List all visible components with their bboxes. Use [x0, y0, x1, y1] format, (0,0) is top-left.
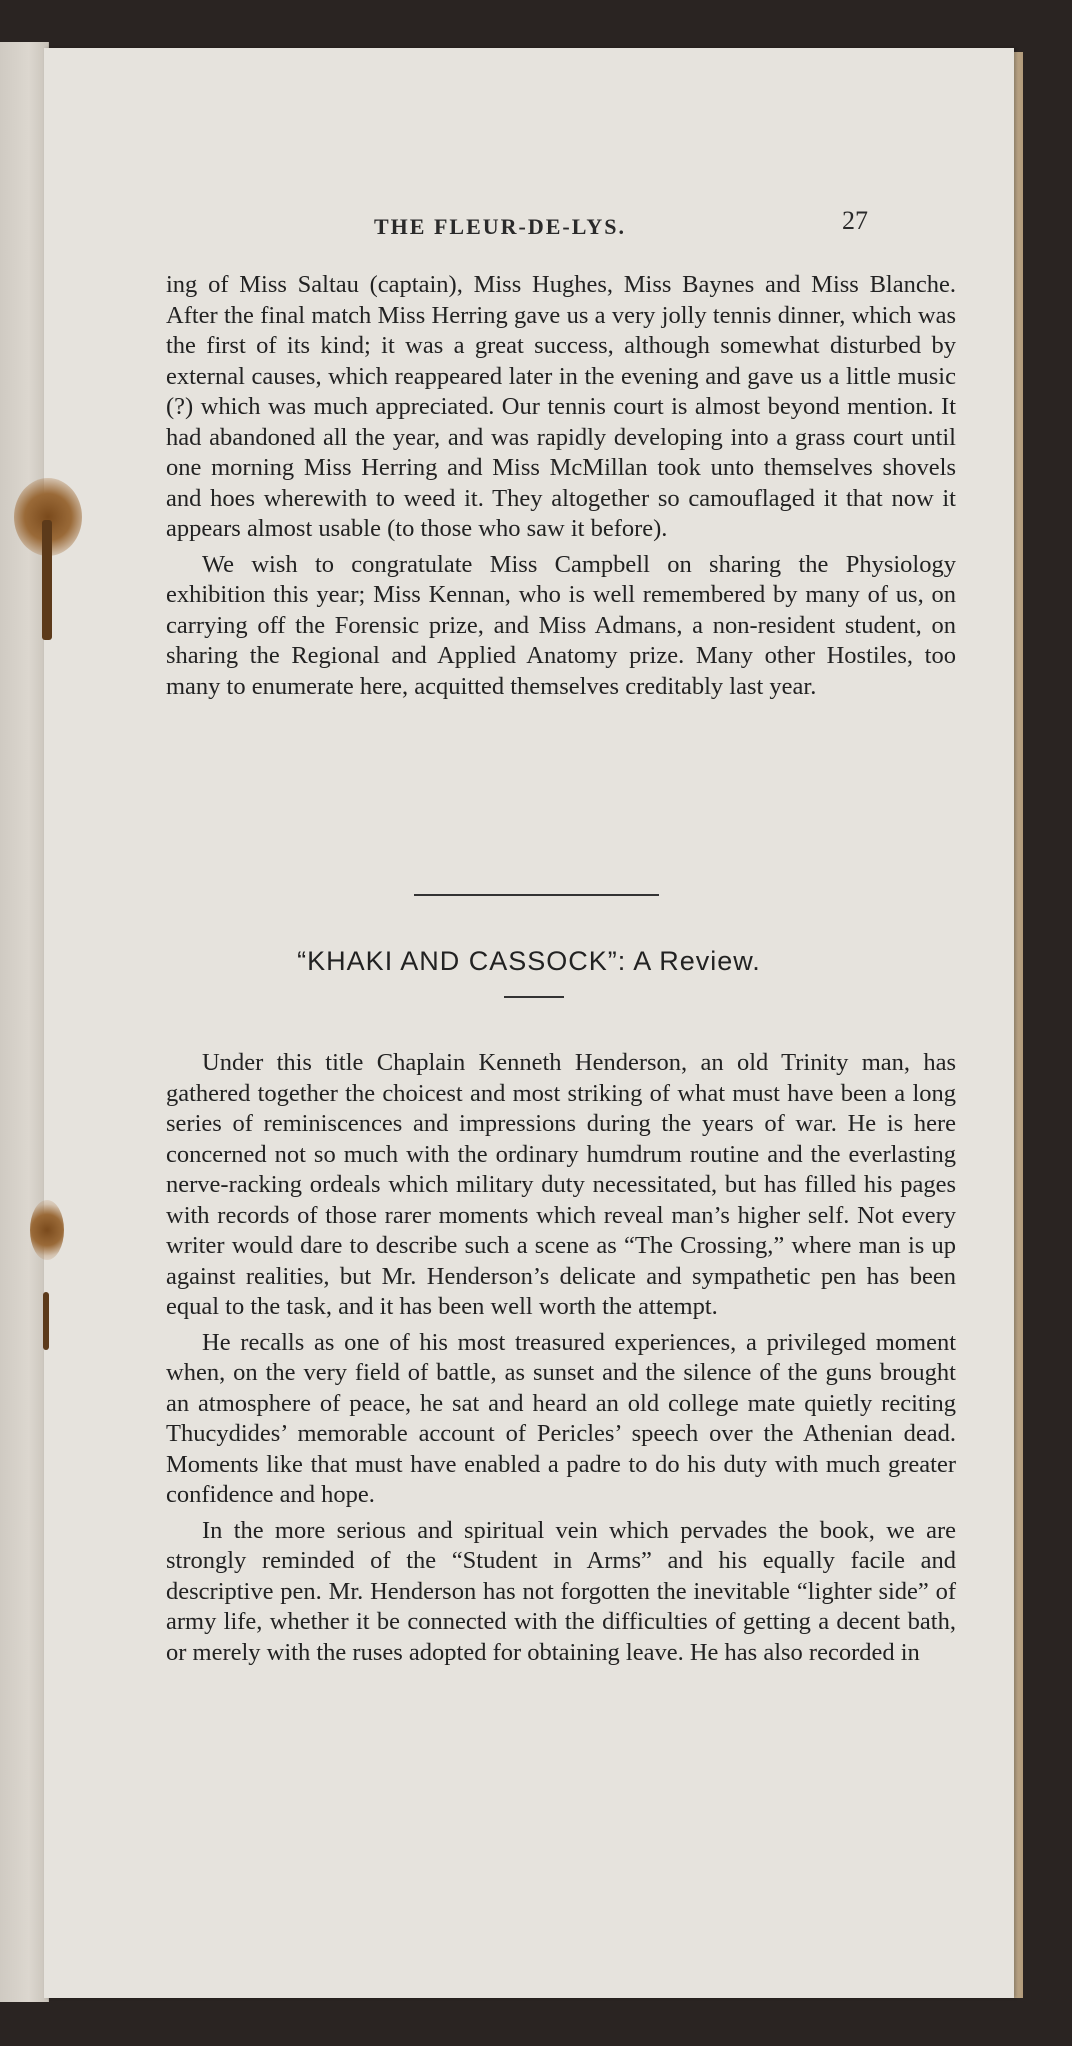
facing-page-edge	[0, 42, 49, 2002]
hostel-notes-section	[166, 270, 956, 707]
stain-mark	[43, 1292, 49, 1350]
review-body	[166, 1048, 956, 1673]
section-divider	[414, 894, 659, 896]
running-head: THE FLEUR-DE-LYS.	[374, 214, 627, 239]
title-underline	[504, 996, 564, 998]
page-header	[44, 206, 1014, 246]
paragraph: In the more serious and spiritual vein which pervades the book, we are strongly reminded of the “Student in Arms” and his equally facile and descriptive pen. Mr. Henderson has not forgotten the inevitable “lighter side” of army life, whether it be connected with the difficulties of getting a decent bath, or merely with the ruses adopted for obtaining leave. He has also recorded in	[166, 1516, 956, 1666]
paragraph: We wish to congratulate Miss Campbell on sharing the Physiology exhibition this year; Miss Kennan, who is well remembered by many of us, on carrying off the Forensic prize, and Miss Admans, a non-resident student, on sharing the Regional and Applied Anatomy prize. Many other Hostiles, too many to enumerate here, acquitted themselves creditably last year.	[166, 550, 956, 700]
book-page	[44, 48, 1014, 1998]
paragraph: Under this title Chaplain Kenneth Henderson, an old Trinity man, has gathered together the choicest and most striking of what must have been a long series of reminiscences and impressions during the years of war. He is here concerned not so much with the ordinary humdrum routine and the everlasting nerve-racking ordeals which military duty necessitated, but has filled his pages with records of those rarer moments which reveal man’s higher self. Not every writer would dare to describe such a scene as “The Crossing,” where man is up against realities, but Mr. Henderson’s delicate and sympathetic pen has been equal to the task, and it has been well worth the attempt.	[166, 1049, 956, 1320]
paragraph: ing of Miss Saltau (captain), Miss Hughes, Miss Baynes and Miss Blanche. After the final match Miss Herring gave us a very jolly tennis dinner, which was the first of its kind; it was a great success, although somewhat disturbed by external causes, which reappeared later in the evening and gave us a little music (?) which was much appreciated. Our tennis court is almost beyond mention. It had abandoned all the year, and was rapidly developing into a grass court until one morning Miss Herring and Miss McMillan took unto themselves shovels and hoes wherewith to weed it. They altogether so camouflaged it that now it appears almost usable (to those who saw it before).	[166, 271, 956, 542]
page-number: 27	[842, 206, 868, 235]
stain-mark	[30, 1200, 64, 1260]
review-title: “KHAKI AND CASSOCK”: A Review.	[297, 946, 761, 976]
paragraph: He recalls as one of his most treasured experiences, a privileged moment when, on the very field of battle, as sunset and the silence of the guns brought an atmosphere of peace, he sat and heard an old college mate quietly reciting Thucydides’ memorable account of Pericles’ speech over the Athenian dead. Moments like that must have enabled a padre to do his duty with much greater confidence and hope.	[166, 1328, 956, 1508]
stain-mark	[42, 520, 52, 640]
